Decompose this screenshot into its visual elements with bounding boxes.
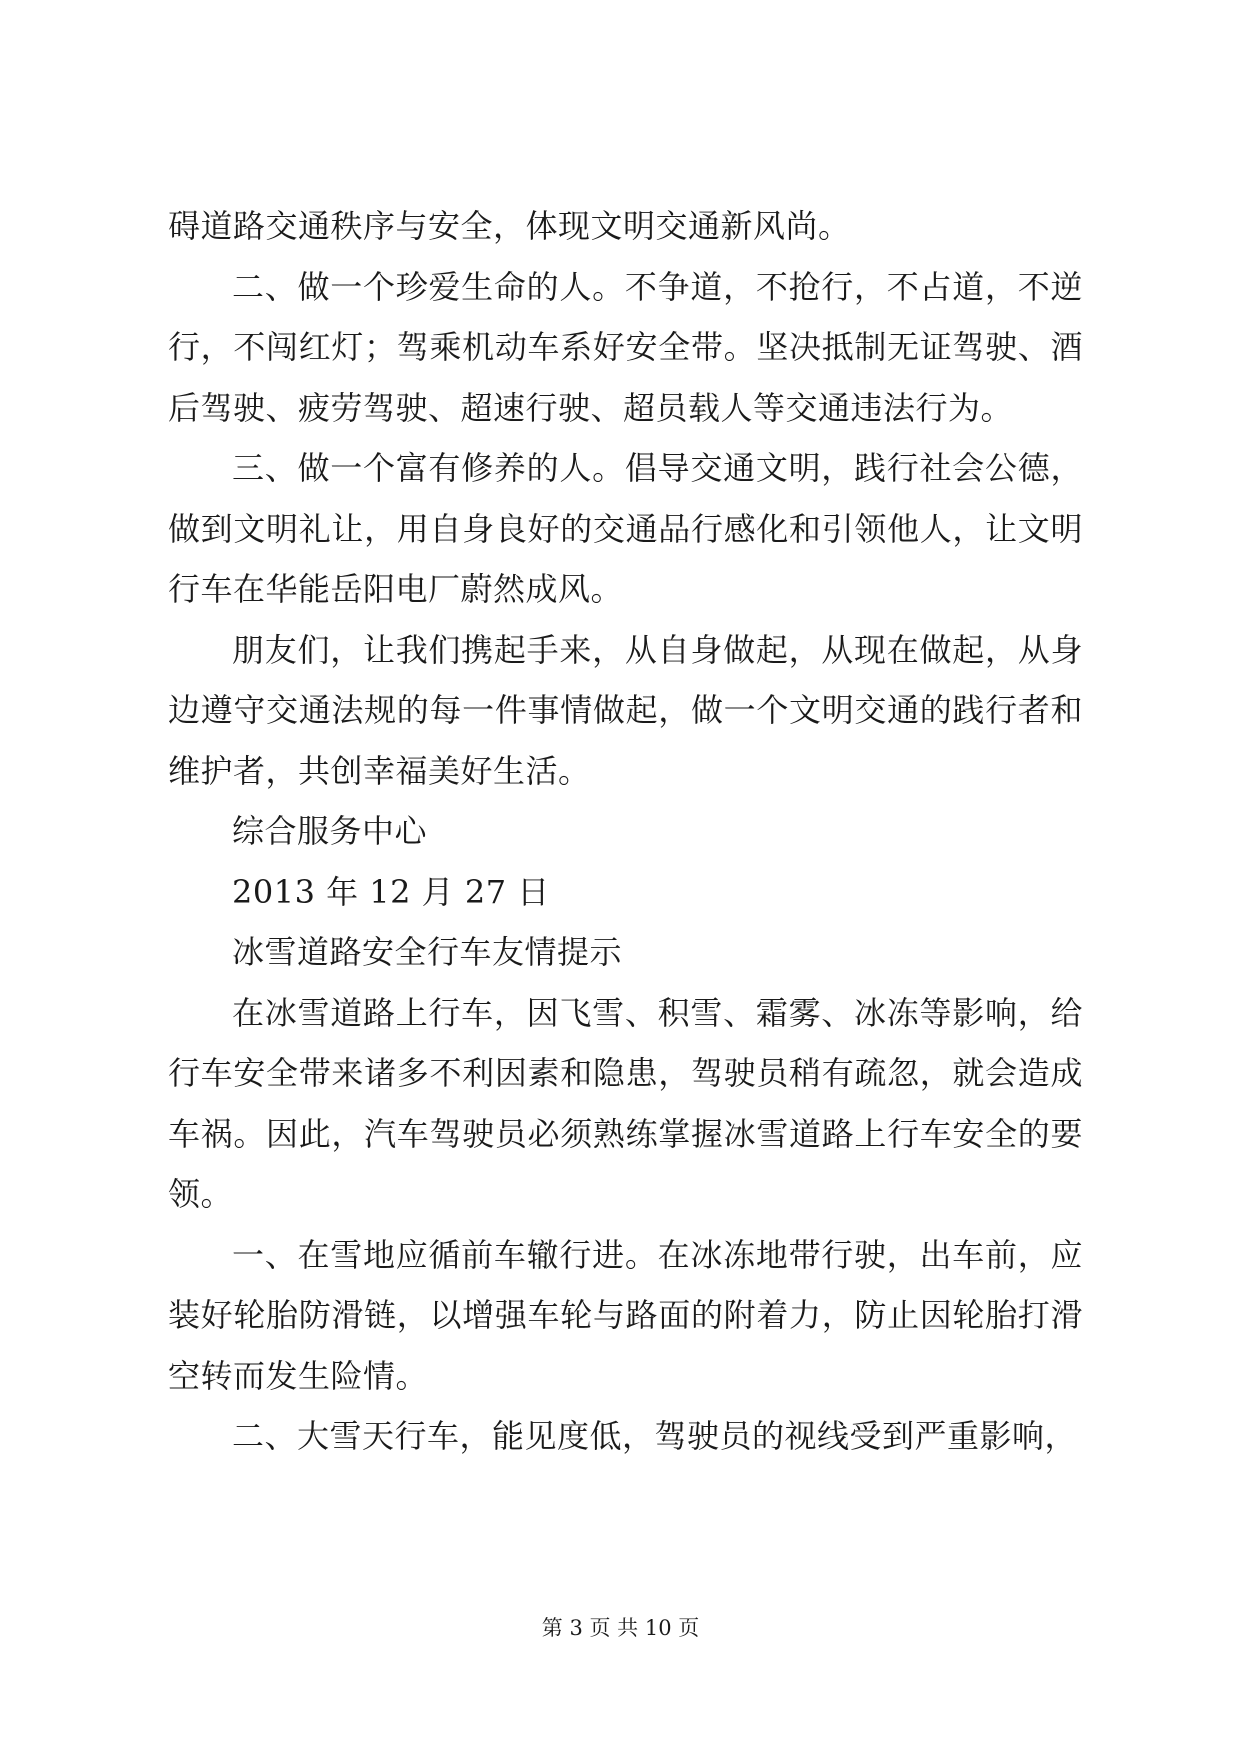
paragraph-point-two: 二、做一个珍爱生命的人。不争道，不抢行，不占道，不逆行，不闯红灯；驾乘机动车系好安全带。坚决抵制无证驾驶、酒后驾驶、疲劳驾驶、超速行驶、超员载人等交通违法行为。	[168, 267, 1083, 427]
paragraph-tip-two: 二、大雪天行车，能见度低，驾驶员的视线受到严重影响，	[232, 1417, 1078, 1455]
paragraph-intro: 在冰雪道路上行车，因飞雪、积雪、霜雾、冰冻等影响，给行车安全带来诸多不利因素和隐患，驾驶员稍有疏忽，就会造成车祸。因此，汽车驾驶员必须熟练掌握冰雪道路上行车安全的要领。	[168, 993, 1083, 1213]
paragraph-closing: 朋友们，让我们携起手来，从自身做起，从现在做起，从身边遵守交通法规的每一件事情做起，做一个文明交通的践行者和维护者，共创幸福美好生活。	[168, 630, 1083, 790]
signature-date: 2013 年 12 月 27 日	[232, 872, 550, 911]
signature-organization: 综合服务中心	[232, 812, 428, 850]
document-body	[168, 196, 1083, 1467]
page-number-footer: 第 3 页 共 10 页	[541, 1616, 700, 1640]
paragraph-continuation: 碍道路交通秩序与安全，体现文明交通新风尚。	[168, 207, 851, 245]
paragraph-tip-one: 一、在雪地应循前车辙行进。在冰冻地带行驶，出车前，应装好轮胎防滑链，以增强车轮与路面的附着力，防止因轮胎打滑空转而发生险情。	[168, 1235, 1083, 1395]
paragraph-point-three: 三、做一个富有修养的人。倡导交通文明，践行社会公德，做到文明礼让，用自身良好的交通品行感化和引领他人，让文明行车在华能岳阳电厂蔚然成风。	[168, 449, 1083, 608]
section-title: 冰雪道路安全行车友情提示	[232, 933, 623, 971]
